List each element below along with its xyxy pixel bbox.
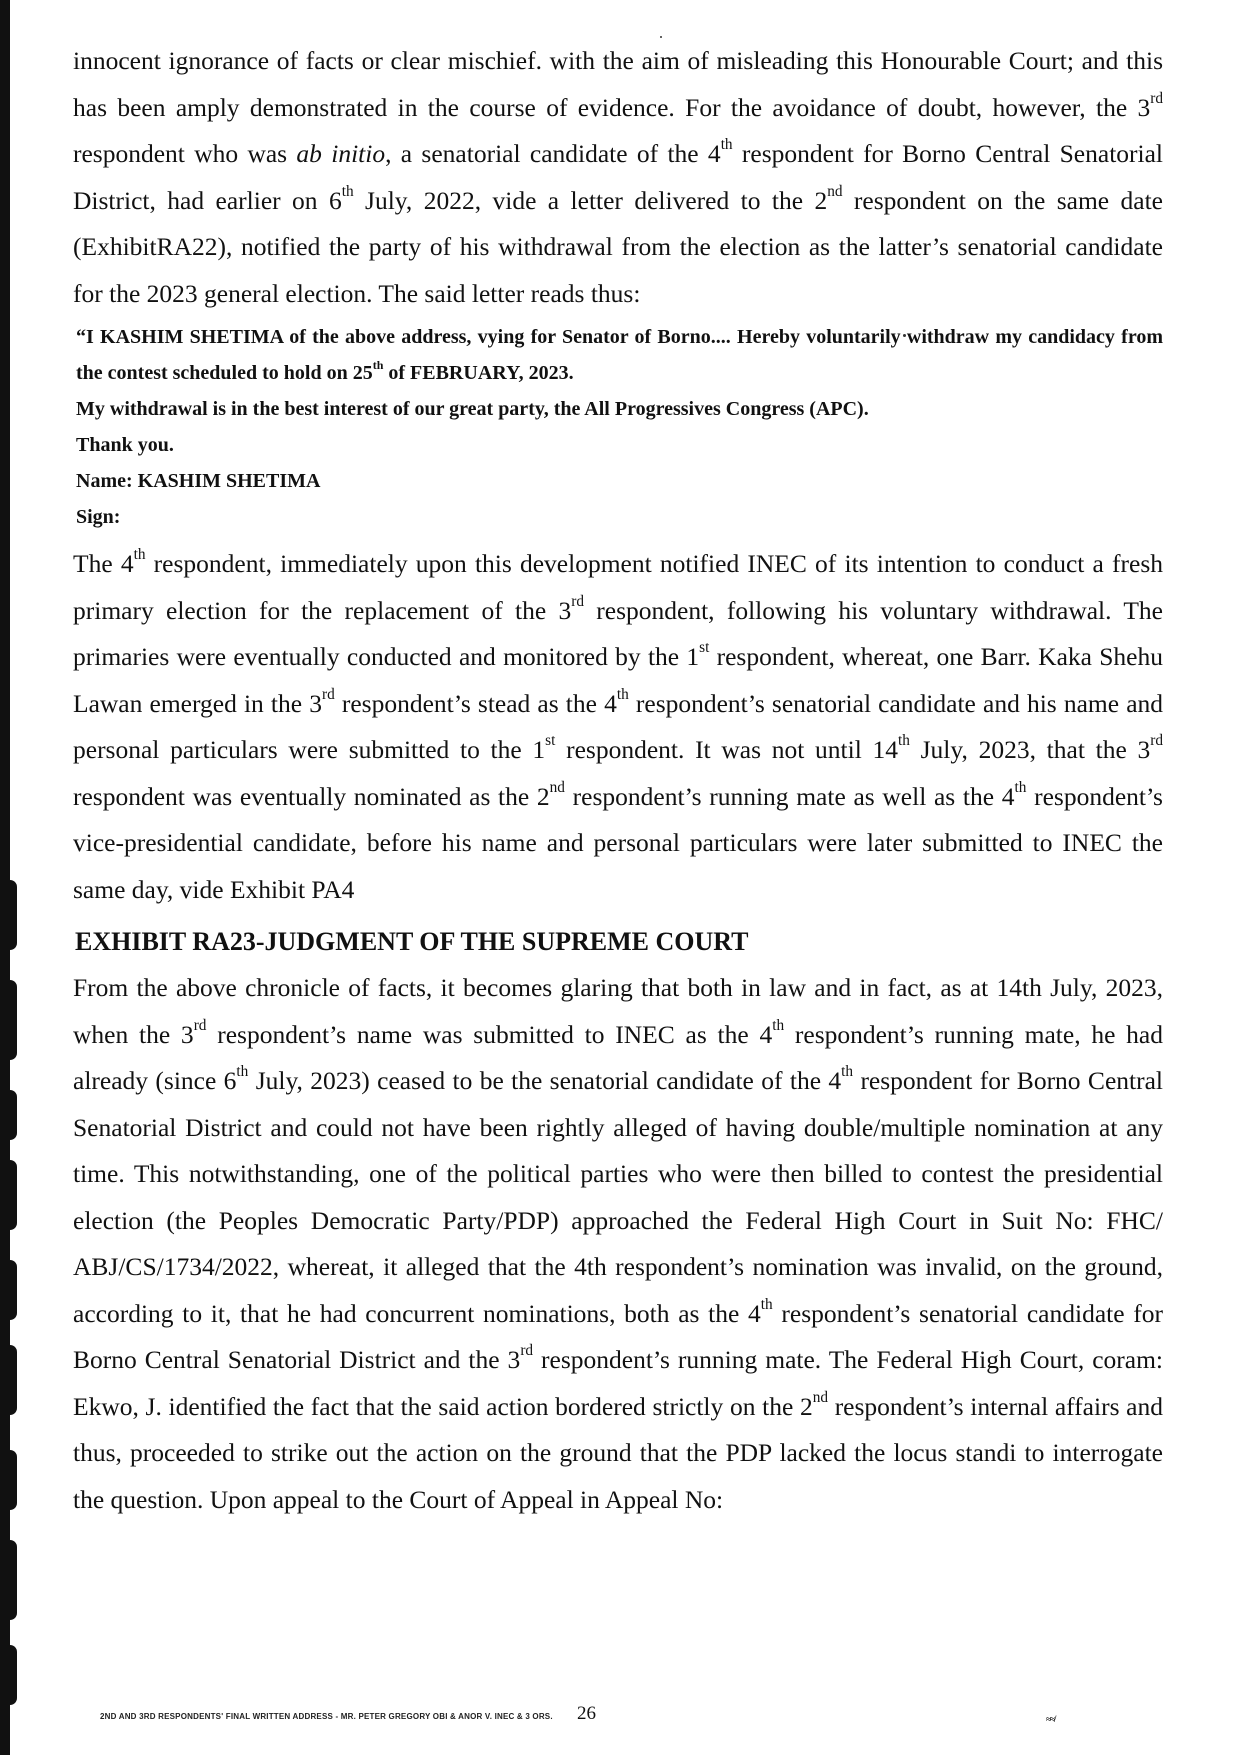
ordinal-suffix: rd	[1150, 732, 1163, 750]
paragraph-3	[73, 965, 1163, 1523]
ordinal-suffix: rd	[571, 592, 584, 610]
ordinal-suffix: rd	[1150, 89, 1163, 107]
text-run: respondent’s running mate as well as the 4	[564, 781, 1015, 811]
text-run: respondent’s name was submitted to INEC as the 4	[206, 1019, 773, 1049]
quote-line: Sign:	[76, 506, 121, 528]
ordinal-suffix: rd	[520, 1342, 534, 1360]
quote-line: Thank you.	[76, 434, 174, 456]
quoted-letter	[76, 319, 1163, 535]
binding-mark	[0, 1345, 17, 1415]
ordinal-suffix: st	[699, 639, 710, 657]
ordinal-suffix: nd	[549, 778, 565, 796]
text-run: , a senatorial candidate of the 4	[385, 139, 721, 168]
ordinal-suffix: th	[772, 1016, 785, 1034]
ordinal-suffix: th	[720, 136, 733, 154]
ordinal-suffix: th	[841, 1063, 854, 1081]
text-run: respondent’s senatorial candidate and his name and personal particulars were submitted to the 1	[73, 688, 1164, 764]
binding-mark	[0, 1645, 17, 1705]
ordinal-suffix: th	[236, 1063, 249, 1081]
text-run: respondent for Borno Central Senatorial District and could not have been rightly alleged of having double/multiple nomination at any time. This notwithstanding, one of the political parties who were then billed to contest the presidential election (the Peoples Democratic Party/PDP) approached the Federal High Court in Suit No: FHC/ ABJ/CS/1734/2022, whereat, it alleged that the 4th respondent’s nomination was invalid, on the ground, according to it, that he had concurrent nominations, both as the 4	[73, 1066, 1163, 1328]
text-run: respondent’s stead as the 4	[334, 688, 617, 718]
ordinal-suffix: nd	[827, 182, 843, 200]
text-run: July, 2023, that the 3	[909, 735, 1151, 764]
text-run: respondent, immediately upon this development notified INEC of its intention to conduct a fresh primary election for the replacement of the 3	[73, 549, 1164, 625]
binding-mark	[0, 1540, 17, 1620]
ordinal-suffix: th	[133, 546, 146, 564]
text-run: “I KASHIM SHETIMA of the above address, vying for Senator of Borno.... Hereby voluntarily withdraw my candidacy from the contest scheduled to hold on 25	[76, 326, 1163, 384]
paragraph-1	[73, 38, 1163, 317]
ordinal-suffix: th	[1014, 778, 1027, 796]
ordinal-suffix: nd	[812, 1388, 829, 1406]
ordinal-suffix: th	[898, 732, 910, 750]
quote-line: My withdrawal is in the best interest of our great party, the All Progressives Congress (APC).	[76, 398, 869, 420]
binding-mark	[0, 880, 17, 950]
ordinal-suffix: rd	[321, 685, 335, 703]
ordinal-suffix: th	[760, 1295, 773, 1313]
binding-mark	[0, 1450, 17, 1510]
text-run: respondent, whereat, one Barr. Kaka Shehu Lawan emerged in the 3	[73, 642, 1163, 718]
text-run: respondent’s running mate, he had already (since 6	[73, 1019, 1163, 1095]
text-run: respondent’s internal affairs and thus, proceeded to strike out the action on the ground that the PDP lacked the locus standi to interrogate the question. Upon appeal to the Court of Appeal in Appeal No:	[73, 1391, 1163, 1514]
footer-document-title: 2ND AND 3RD RESPONDENTS' FINAL WRITTEN ADDRESS - MR. PETER GREGORY OBI & ANOR V. INEC & 3 ORS.	[100, 1712, 553, 1721]
ordinal-suffix: rd	[193, 1016, 207, 1034]
document-body	[73, 38, 1163, 1523]
text-run: respondent’s senatorial candidate for Borno Central Senatorial District and the 3	[73, 1298, 1163, 1374]
binding-mark	[0, 1260, 17, 1320]
quote-line	[76, 319, 1163, 391]
italic-phrase: ab initio	[296, 139, 386, 168]
ordinal-suffix: st	[545, 732, 556, 750]
text-run: From the above chronicle of facts, it becomes glaring that both in law and in fact, as at 14th July, 2023, when the 3	[73, 973, 1163, 1049]
quote-line: Name: KASHIM SHETIMA	[76, 470, 321, 492]
binding-mark	[0, 1090, 17, 1140]
text-run: innocent ignorance of facts or clear mischief. with the aim of misleading this Honourable Court; and this has been amply demonstrated in the course of evidence. For the avoidance of doubt, however, the 3	[73, 46, 1163, 122]
ordinal-suffix: th	[372, 357, 384, 372]
text-run: July, 2022, vide a letter delivered to the 2	[353, 185, 828, 215]
ordinal-suffix: th	[616, 685, 629, 703]
text-run: respondent for Borno Central Senatorial District, had earlier on 6	[73, 139, 1164, 215]
text-run: respondent’s running mate. The Federal High Court, coram: Ekwo, J. identified the fact that the said action bordered strictly on the 2	[73, 1345, 1163, 1421]
text-run: The 4	[73, 549, 134, 578]
binding-mark	[0, 1160, 17, 1230]
ordinal-suffix: th	[341, 182, 354, 200]
text-run: July, 2023) ceased to be the senatorial candidate of the 4	[248, 1066, 842, 1095]
text-run: respondent was eventually nominated as the 2	[73, 781, 550, 811]
binding-mark	[0, 980, 17, 1060]
text-run: respondent who was	[73, 139, 297, 168]
paragraph-2	[73, 541, 1163, 913]
footer-initials-mark: ≈≈/	[1046, 1714, 1056, 1724]
text-run: respondent, following his voluntary withdrawal. The primaries were eventually conducted and monitored by the 1	[73, 595, 1164, 671]
text-run: respondent on the same date (ExhibitRA22), notified the party of his withdrawal from the election as the latter’s senatorial candidate for the 2023 general election. The said letter reads thus:	[73, 185, 1163, 308]
text-run: respondent. It was not until 14	[555, 735, 899, 764]
page-number: 26	[577, 1703, 596, 1724]
text-run: of FEBRUARY, 2023.	[383, 362, 574, 384]
section-heading: EXHIBIT RA23-JUDGMENT OF THE SUPREME COURT	[75, 927, 749, 956]
text-run: respondent’s vice-presidential candidate, before his name and personal particulars were later submitted to INEC the same day, vide Exhibit PA4	[73, 781, 1163, 904]
